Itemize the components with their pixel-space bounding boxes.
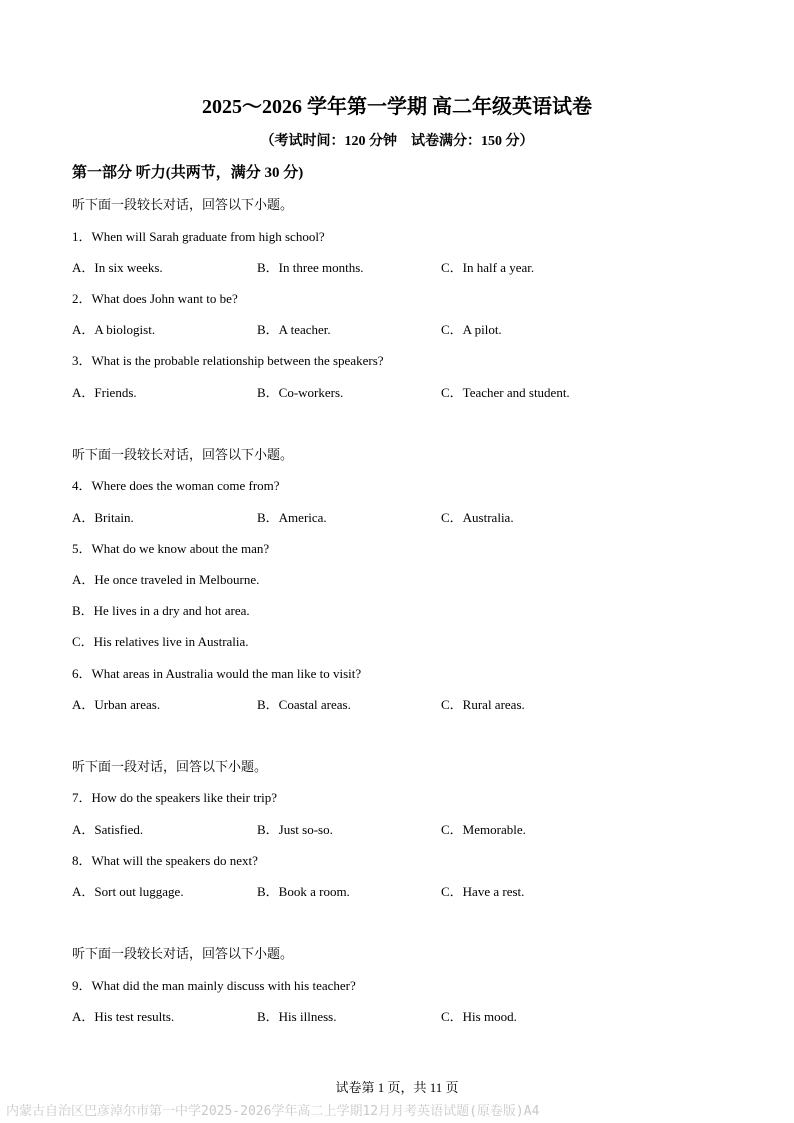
q8-option-b: B．Book a room. [257,884,350,899]
q2-option-c: C．A pilot. [441,322,502,337]
q8-option-c: C．Have a rest. [441,884,525,899]
q2-option-a: A．A biologist. [72,322,156,337]
q5-option-b: B．He lives in a dry and hot area. [72,603,250,618]
q5-option-c: C．His relatives live in Australia. [72,634,249,649]
q6-option-b: B．Coastal areas. [257,697,351,712]
q5-option-a: A．He once traveled in Melbourne. [72,572,260,587]
q4-option-c: C．Australia. [441,510,514,525]
group-instruction: 听下面一段对话，回答以下小题。 [72,759,268,774]
q8-option-a: A．Sort out luggage. [72,884,184,899]
q1-option-c: C．In half a year. [441,260,535,275]
q4-option-b: B．America. [257,510,327,525]
q1-option-b: B．In three months. [257,260,364,275]
q1-option-a: A．In six weeks. [72,260,163,275]
q3-option-c: C．Teacher and student. [441,385,570,400]
question-8: 8．What will the speakers do next? [72,853,258,868]
exam-subtitle: （考试时间：120 分钟 试卷满分：150 分） [260,134,534,149]
question-4: 4．Where does the woman come from? [72,478,280,493]
q4-option-a: A．Britain. [72,510,134,525]
q7-option-c: C．Memorable. [441,822,526,837]
question-3: 3．What is the probable relationship between the speakers? [72,353,384,368]
question-7: 7．How do the speakers like their trip? [72,790,278,805]
q9-option-a: A．His test results. [72,1009,175,1024]
q3-option-b: B．Co-workers. [257,385,344,400]
question-6: 6．What areas in Australia would the man like to visit? [72,666,362,681]
q2-option-b: B．A teacher. [257,322,331,337]
group-instruction: 听下面一段较长对话，回答以下小题。 [72,197,294,212]
question-1: 1．When will Sarah graduate from high school? [72,229,325,244]
section-heading: 第一部分 听力(共两节，满分 30 分) [72,165,304,181]
watermark: 内蒙古自治区巴彦淖尔市第一中学2025-2026学年高二上学期12月月考英语试题(原卷版)A4 [6,1104,540,1119]
page-number: 试卷第 1 页，共 11 页 [335,1080,459,1095]
q6-option-c: C．Rural areas. [441,697,525,712]
group-instruction: 听下面一段较长对话，回答以下小题。 [72,946,294,961]
q6-option-a: A．Urban areas. [72,697,161,712]
q7-option-a: A．Satisfied. [72,822,144,837]
group-instruction: 听下面一段较长对话，回答以下小题。 [72,447,294,462]
q9-option-b: B．His illness. [257,1009,337,1024]
question-2: 2．What does John want to be? [72,291,238,306]
q3-option-a: A．Friends. [72,385,137,400]
question-9: 9．What did the man mainly discuss with his teacher? [72,978,356,993]
q9-option-c: C．His mood. [441,1009,517,1024]
q7-option-b: B．Just so-so. [257,822,333,837]
exam-title: 2025～2026 学年第一学期 高二年级英语试卷 [202,96,592,118]
question-5: 5．What do we know about the man? [72,541,270,556]
